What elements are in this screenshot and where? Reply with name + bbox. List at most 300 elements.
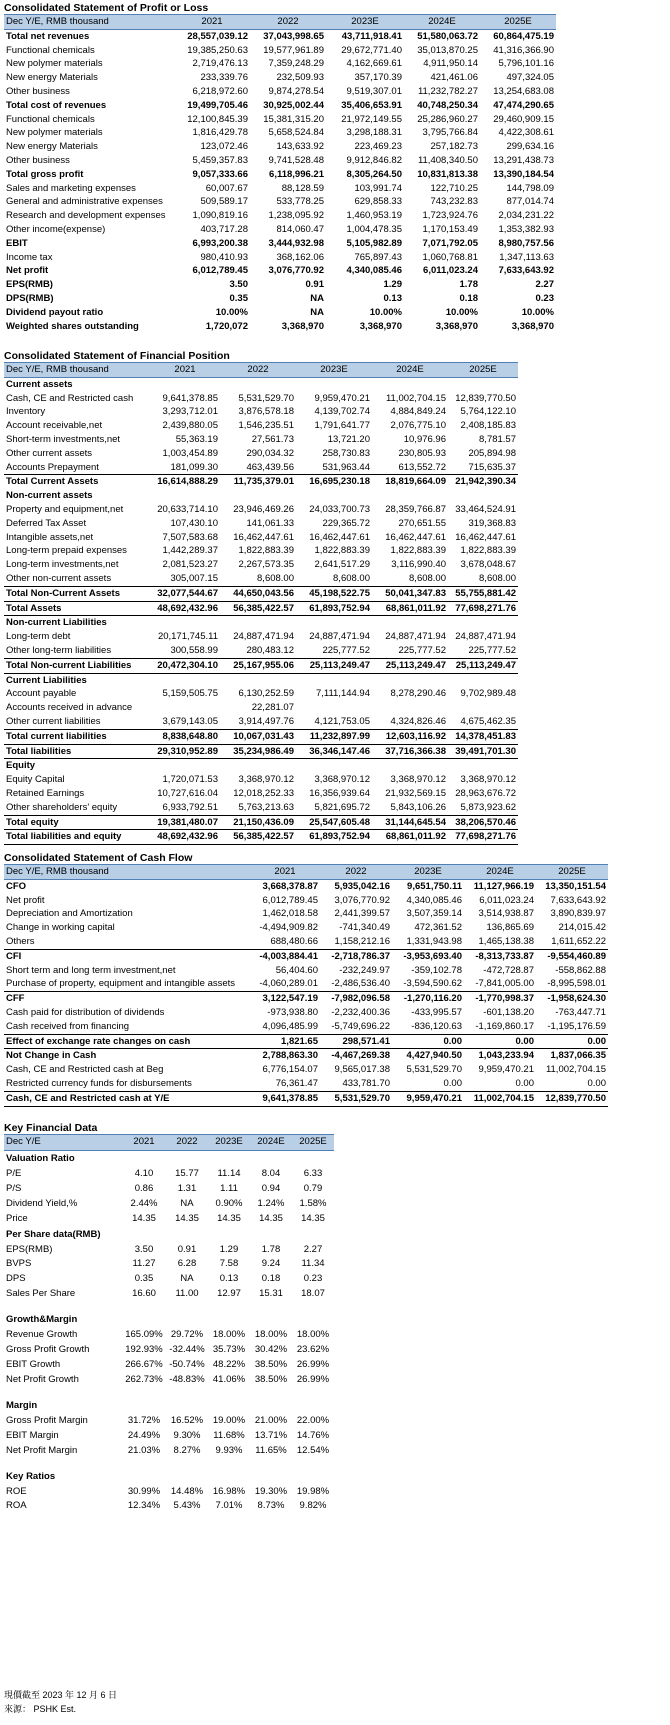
- row-value: 18.00%: [254, 1329, 288, 1341]
- row-value: [150, 377, 220, 391]
- row-value: -4,467,269.38: [320, 1049, 392, 1063]
- row-value: 319,368.83: [468, 517, 516, 529]
- row-value: 4,121,753.05: [314, 715, 370, 727]
- row-label: Change in working capital: [6, 922, 115, 934]
- year-header: 2022: [220, 363, 296, 378]
- row-value: 8,608.00: [409, 572, 446, 584]
- row-value: 4,162,669.61: [346, 58, 402, 70]
- row-value: 266.67%: [125, 1358, 163, 1370]
- row-value: 16,356,939.64: [309, 787, 370, 799]
- row-value: 0.23: [535, 292, 554, 304]
- row-value: 5,763,213.63: [238, 801, 294, 813]
- row-label: Retained Earnings: [6, 787, 85, 799]
- row-value: 0.18: [459, 292, 478, 304]
- row-value: 43,711,918.41: [341, 30, 402, 42]
- row-label: Sales Per Share: [6, 1288, 76, 1300]
- section-title: Key Financial Data: [4, 1122, 98, 1134]
- row-value: 28,359,766.87: [385, 503, 446, 515]
- row-label: ROE: [6, 1485, 27, 1497]
- row-label: Total Assets: [4, 601, 150, 616]
- row-value: [220, 377, 296, 391]
- row-value: 497,324.05: [506, 72, 554, 84]
- year-header: 2025E: [480, 15, 556, 30]
- row-value: 56,404.60: [275, 964, 318, 976]
- row-value: [448, 701, 518, 715]
- row-value: 8,608.00: [479, 572, 516, 584]
- row-value: 9,741,528.48: [268, 154, 324, 166]
- row-value: -1,770,998.37: [464, 992, 536, 1006]
- row-label: Deferred Tax Asset: [6, 517, 87, 529]
- table-row: [4, 223, 556, 237]
- row-value: -8,995,598.01: [547, 978, 606, 990]
- row-value: 25,286,960.27: [417, 113, 478, 125]
- row-value: 225,777.52: [468, 644, 516, 656]
- row-value: 9,912,846.82: [346, 154, 402, 166]
- row-value: 31.72%: [127, 1414, 161, 1426]
- row-value: 18.00%: [296, 1329, 330, 1341]
- row-value: -8,313,733.87: [464, 949, 536, 963]
- row-value: 15,381,315.20: [263, 113, 324, 125]
- row-value: 1,816,429.78: [192, 127, 248, 139]
- row-value: [250, 1302, 292, 1312]
- row-value: -472,728.87: [483, 964, 534, 976]
- row-value: 18.00%: [212, 1329, 246, 1341]
- table-row: [4, 1429, 334, 1444]
- row-value: 12,839,770.50: [455, 392, 516, 404]
- row-value: 1,822,883.39: [460, 545, 516, 557]
- table-row: [4, 292, 556, 306]
- row-value: [122, 1150, 166, 1167]
- row-value: 28,963,676.72: [455, 787, 516, 799]
- row-value: 10,727,616.04: [157, 787, 218, 799]
- table-row: [4, 601, 518, 616]
- row-value: [372, 489, 448, 503]
- row-value: 32,077,544.67: [150, 586, 220, 601]
- row-value: 1.31: [177, 1182, 197, 1194]
- row-value: 31,144,645.54: [372, 815, 448, 830]
- year-header: 2025E: [448, 363, 518, 378]
- row-value: 29,672,771.40: [341, 44, 402, 56]
- subheading-row: [4, 1227, 334, 1243]
- row-value: 16.98%: [212, 1485, 246, 1497]
- header-row: [4, 363, 518, 378]
- row-value: 24,887,471.94: [233, 631, 294, 643]
- row-value: [150, 759, 220, 773]
- table-row: [4, 531, 518, 545]
- table-row: [4, 1167, 334, 1182]
- row-value: 6,012,789.45: [262, 894, 318, 906]
- row-value: 1,238,095.92: [268, 210, 324, 222]
- year-header: 2025E: [536, 865, 608, 880]
- row-value: [372, 759, 448, 773]
- row-value: 509,589.17: [200, 196, 248, 208]
- row-value: 41.06%: [212, 1373, 246, 1385]
- row-value: 233,339.76: [200, 72, 248, 84]
- row-value: 472,361.52: [414, 922, 462, 934]
- table-row: [4, 1328, 334, 1343]
- row-value: 4,340,085.46: [346, 265, 402, 277]
- table-row: [4, 44, 556, 58]
- row-label: Not Change in Cash: [4, 1049, 250, 1063]
- table-row: [4, 658, 518, 673]
- row-value: [250, 1398, 292, 1414]
- row-value: 2,719,476.13: [192, 58, 248, 70]
- row-value: 14.35: [175, 1212, 199, 1224]
- table-row: [4, 558, 518, 572]
- row-label: Other current assets: [6, 447, 93, 459]
- row-value: 16,462,447.61: [455, 531, 516, 543]
- table-row: [4, 209, 556, 223]
- row-value: -1,958,624.30: [536, 992, 608, 1006]
- row-value: 403,717.28: [200, 223, 248, 235]
- row-value: 29,310,952.89: [150, 744, 220, 759]
- row-value: 232,509.93: [276, 72, 324, 84]
- row-value: 5,105,982.89: [346, 237, 402, 249]
- row-label: Other business: [6, 154, 70, 166]
- row-value: 29,460,909.15: [493, 113, 554, 125]
- row-label: Income tax: [6, 251, 53, 263]
- row-label: Intangible assets,net: [6, 531, 94, 543]
- table-row: [4, 1343, 334, 1358]
- row-value: NA: [180, 1197, 194, 1209]
- row-value: 765,897.43: [354, 251, 402, 263]
- subheading-row: [4, 1312, 334, 1328]
- row-value: [150, 701, 220, 715]
- row-value: -32.44%: [169, 1344, 205, 1356]
- table-row: [4, 894, 608, 908]
- year-header: 2024E: [404, 15, 480, 30]
- row-value: 38,206,570.46: [448, 815, 518, 830]
- row-label: Short-term investments,net: [6, 433, 121, 445]
- row-value: 5,459,357.83: [192, 154, 248, 166]
- row-value: 77,698,271.76: [448, 830, 518, 845]
- subheading-row: [4, 673, 518, 687]
- row-value: [292, 1227, 334, 1243]
- row-value: 56,385,422.57: [220, 601, 296, 616]
- row-value: 25,113,249.47: [296, 658, 372, 673]
- row-value: 2,034,231.22: [498, 210, 554, 222]
- row-value: 19.00%: [212, 1414, 246, 1426]
- row-value: 11.65%: [255, 1444, 287, 1456]
- row-value: 1,170,153.49: [422, 223, 478, 235]
- price-date-note: 現價截至 2023 年 12 月 6 日: [4, 1690, 118, 1700]
- row-value: 16.60: [132, 1288, 156, 1300]
- row-label: Property and equipment,net: [6, 503, 124, 515]
- table-row: [4, 644, 518, 658]
- year-header: 2021: [150, 363, 220, 378]
- row-value: 0.86: [134, 1182, 154, 1194]
- row-value: 3,368,970.12: [460, 774, 516, 786]
- table-row: [4, 815, 518, 830]
- section-title: Consolidated Statement of Cash Flow: [4, 852, 193, 864]
- row-value: 0.18: [261, 1273, 281, 1285]
- row-value: 12,839,770.50: [536, 1091, 608, 1106]
- row-value: 0.79: [303, 1182, 323, 1194]
- row-value: 10.00%: [521, 306, 554, 318]
- row-label: Margin: [6, 1399, 38, 1411]
- row-value: 26.99%: [296, 1358, 330, 1370]
- row-value: 5,159,505.75: [162, 688, 218, 700]
- table-row: [4, 475, 518, 489]
- row-value: 3,876,578.18: [238, 406, 294, 418]
- row-value: 9.24: [261, 1258, 281, 1270]
- row-value: 4,427,940.50: [392, 1049, 464, 1063]
- row-value: [292, 1312, 334, 1328]
- subheading-row: [4, 377, 518, 391]
- row-value: 4,139,702.74: [314, 406, 370, 418]
- row-value: [122, 1459, 166, 1469]
- row-value: 24,887,471.94: [309, 631, 370, 643]
- row-value: -3,594,590.62: [403, 978, 462, 990]
- row-value: 3,890,839.97: [550, 908, 606, 920]
- row-value: 1,546,235.51: [238, 420, 294, 432]
- table-row: [4, 572, 518, 586]
- row-value: 9.93%: [215, 1444, 243, 1456]
- row-value: 123,072.46: [200, 141, 248, 153]
- row-value: [150, 489, 220, 503]
- row-value: 12,018,252.33: [233, 787, 294, 799]
- row-value: 11,735,379.01: [220, 475, 296, 489]
- income-statement-table: [4, 14, 556, 333]
- row-value: 6,011,023.24: [479, 894, 534, 906]
- row-value: 629,858.33: [354, 196, 402, 208]
- subheading-row: [4, 759, 518, 773]
- row-value: [448, 759, 518, 773]
- row-value: NA: [310, 306, 324, 318]
- row-value: [292, 1398, 334, 1414]
- row-value: 8,278,290.46: [390, 688, 446, 700]
- row-value: 29.72%: [170, 1329, 204, 1341]
- row-value: 5,873,923.62: [460, 801, 516, 813]
- row-value: 18.07: [301, 1288, 325, 1300]
- row-value: [448, 673, 518, 687]
- source-note: 來源： PSHK Est.: [4, 1704, 77, 1714]
- row-label: EPS(RMB): [6, 1243, 53, 1255]
- row-value: 1,611,652.22: [551, 935, 606, 947]
- row-value: 37,716,366.38: [372, 744, 448, 759]
- row-value: [166, 1469, 208, 1485]
- row-value: 9,959,470.21: [314, 392, 370, 404]
- row-value: 25,547,605.48: [296, 815, 372, 830]
- row-value: 11,232,897.99: [296, 729, 372, 744]
- row-value: 35.73%: [212, 1344, 246, 1356]
- row-value: 0.91: [305, 279, 324, 291]
- row-value: 21.03%: [127, 1444, 161, 1456]
- row-label: CFI: [4, 949, 250, 963]
- row-value: 0.13: [219, 1273, 239, 1285]
- row-value: 14.35: [217, 1212, 241, 1224]
- row-label: P/E: [6, 1167, 22, 1179]
- row-value: 4,422,308.61: [498, 127, 554, 139]
- row-value: 30.99%: [127, 1485, 161, 1497]
- row-value: 6,218,972.60: [192, 85, 248, 97]
- row-value: 4,324,826.46: [390, 715, 446, 727]
- row-label: Total gross profit: [6, 168, 84, 180]
- row-value: 8.04: [261, 1167, 281, 1179]
- row-value: 299,634.16: [506, 141, 554, 153]
- row-value: 229,365.72: [322, 517, 370, 529]
- year-header: 2023E: [326, 15, 404, 30]
- row-label: Equity: [6, 760, 36, 772]
- row-label: Total cost of revenues: [6, 99, 107, 111]
- row-value: [250, 1459, 292, 1469]
- row-value: 9,959,470.21: [478, 1064, 534, 1076]
- row-value: 1,791,641.77: [314, 420, 370, 432]
- row-value: 1,821.65: [250, 1034, 320, 1049]
- row-value: 5.43%: [173, 1500, 201, 1512]
- row-value: [372, 616, 448, 630]
- table-row: [4, 964, 608, 978]
- table-row: [4, 1212, 334, 1227]
- row-value: 0.94: [261, 1182, 281, 1194]
- row-label: Dividend Yield,%: [6, 1197, 78, 1209]
- row-value: 3,507,359.14: [406, 908, 462, 920]
- row-value: [250, 1312, 292, 1328]
- row-value: 2,788,863.30: [250, 1049, 320, 1063]
- year-header: 2023E: [296, 363, 372, 378]
- row-label: Total Non-Current Assets: [4, 586, 150, 601]
- row-value: [448, 616, 518, 630]
- table-row: [4, 99, 556, 113]
- table-row: [4, 1459, 334, 1469]
- row-value: 3,368,970: [281, 320, 324, 332]
- row-value: 14.48%: [170, 1485, 204, 1497]
- row-value: 270,651.55: [398, 517, 446, 529]
- cash-flow-section: [4, 852, 608, 1107]
- row-value: [166, 1227, 208, 1243]
- row-value: 5,821,695.72: [314, 801, 370, 813]
- row-value: 107,430.10: [170, 517, 218, 529]
- header-label: Dec Y/E, RMB thousand: [4, 15, 174, 30]
- row-value: -359,102.78: [411, 964, 462, 976]
- table-row: [4, 1358, 334, 1373]
- row-value: 5,658,524.84: [268, 127, 324, 139]
- table-row: [4, 264, 556, 278]
- row-value: 15.31: [259, 1288, 283, 1300]
- row-value: 3,678,048.67: [460, 559, 516, 571]
- row-value: 44,650,043.56: [220, 586, 296, 601]
- row-value: 257,182.73: [430, 141, 478, 153]
- row-value: -1,270,116.20: [392, 992, 464, 1006]
- row-value: 463,439.56: [246, 461, 294, 473]
- row-value: 9,519,307.01: [346, 85, 402, 97]
- row-value: 11.27: [132, 1258, 156, 1270]
- table-row: [4, 278, 556, 292]
- row-value: 11,002,704.15: [385, 392, 446, 404]
- table-row: [4, 140, 556, 154]
- table-row: [4, 1414, 334, 1429]
- row-value: -4,060,289.01: [259, 978, 318, 990]
- row-value: 20,633,714.10: [157, 503, 218, 515]
- row-value: 9,959,470.21: [392, 1091, 464, 1106]
- row-value: 5,843,106.26: [390, 801, 446, 813]
- row-value: 38.50%: [254, 1373, 288, 1385]
- row-value: 165.09%: [125, 1329, 163, 1341]
- row-value: [166, 1459, 208, 1469]
- row-label: DPS(RMB): [6, 292, 54, 304]
- row-value: 1,460,953.19: [346, 210, 402, 222]
- table-row: [4, 544, 518, 558]
- row-label: CFO: [6, 880, 27, 892]
- table-row: [4, 126, 556, 140]
- row-value: [208, 1388, 250, 1398]
- row-value: 8,980,757.56: [498, 237, 554, 249]
- table-row: [4, 306, 556, 320]
- row-value: 7,633,643.92: [498, 265, 554, 277]
- row-value: [296, 673, 372, 687]
- row-label: P/S: [6, 1182, 22, 1194]
- row-value: -1,195,176.59: [547, 1020, 606, 1032]
- row-value: [250, 1469, 292, 1485]
- row-value: 8.73%: [257, 1500, 285, 1512]
- row-value: [208, 1227, 250, 1243]
- row-value: 4.10: [134, 1167, 154, 1179]
- row-label: Accounts Prepayment: [6, 461, 99, 473]
- row-value: 18,819,664.09: [372, 475, 448, 489]
- year-header: 2025E: [292, 1135, 334, 1151]
- row-value: 13.71%: [254, 1429, 288, 1441]
- year-header: 2024E: [372, 363, 448, 378]
- table-row: [4, 773, 518, 787]
- row-value: 1.29: [219, 1243, 239, 1255]
- row-value: 9,874,278.54: [268, 85, 324, 97]
- table-row: [4, 1499, 334, 1514]
- row-value: 7.58: [219, 1258, 239, 1270]
- row-label: Cash received from financing: [6, 1020, 130, 1032]
- row-value: [448, 377, 518, 391]
- row-value: 10.00%: [369, 306, 402, 318]
- table-row: [4, 586, 518, 601]
- row-value: 38.50%: [254, 1358, 288, 1370]
- row-value: 68,861,011.92: [372, 830, 448, 845]
- table-row: [4, 1287, 334, 1302]
- row-value: 1.29: [383, 279, 402, 291]
- row-value: 40,748,250.34: [417, 99, 478, 111]
- row-value: -601,138.20: [483, 1006, 534, 1018]
- row-value: 26.99%: [296, 1373, 330, 1385]
- row-value: 28,557,039.12: [187, 30, 248, 42]
- row-value: 298,571.41: [320, 1034, 392, 1049]
- table-row: [4, 1243, 334, 1258]
- row-value: 136,865.69: [486, 922, 534, 934]
- row-value: 0.91: [177, 1243, 197, 1255]
- table-row: [4, 729, 518, 744]
- year-header: 2024E: [250, 1135, 292, 1151]
- row-value: 3,076,770.92: [334, 894, 390, 906]
- table-row: [4, 1272, 334, 1287]
- row-value: 421,461.06: [430, 72, 478, 84]
- row-value: 24.49%: [127, 1429, 161, 1441]
- row-value: 8,781.57: [479, 433, 516, 445]
- row-value: 2,081,523.27: [162, 559, 218, 571]
- row-value: 48,692,432.96: [150, 601, 220, 616]
- row-value: 980,410.93: [200, 251, 248, 263]
- table-row: [4, 907, 608, 921]
- row-value: 1,822,883.39: [238, 545, 294, 557]
- subheading-row: [4, 1398, 334, 1414]
- row-value: -50.74%: [169, 1358, 205, 1370]
- row-value: [220, 673, 296, 687]
- row-value: 55,755,881.42: [448, 586, 518, 601]
- row-value: [296, 377, 372, 391]
- row-value: 2.27: [535, 279, 554, 291]
- row-value: [122, 1388, 166, 1398]
- row-label: Purchase of property, equipment and intangible assets: [6, 978, 236, 990]
- row-value: [220, 616, 296, 630]
- year-header: 2021: [174, 15, 250, 30]
- row-value: 715,635.37: [468, 461, 516, 473]
- row-value: [250, 1388, 292, 1398]
